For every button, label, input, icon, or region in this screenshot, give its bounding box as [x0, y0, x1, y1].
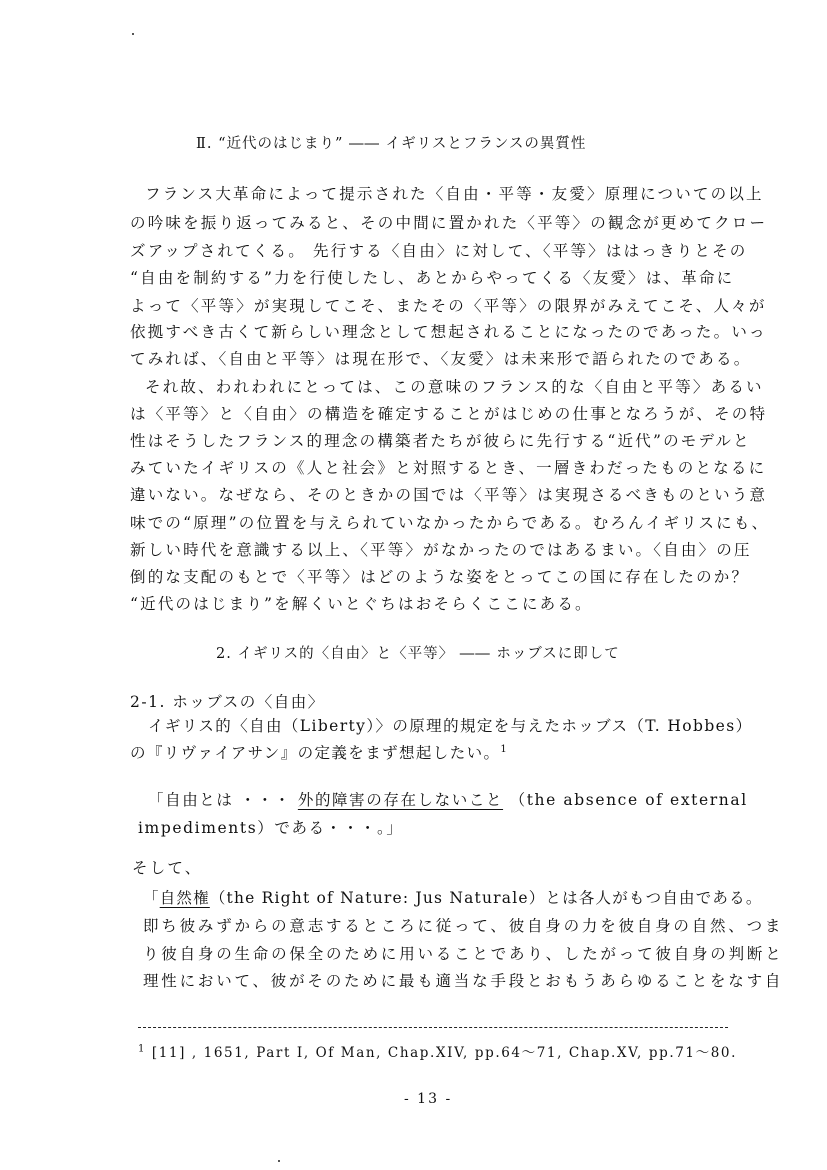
text-line: それ故、われわれにとっては、この意味のフランス的な〈自由と平等〉あるい: [145, 378, 764, 396]
quote-line: impediments）である・・・。」: [138, 819, 404, 837]
quote-text: 「: [143, 889, 160, 907]
text-line: ズアップされてくる。 先行する〈自由〉に対して、〈平等〉ははっきりとその: [130, 242, 748, 260]
text-line: てみれば、〈自由と平等〉は現在形で、〈友愛〉は未来形で語られたのである。: [130, 350, 752, 368]
text-line: 違いない。なぜなら、そのときかの国では〈平等〉は実現さるべきものという意: [130, 486, 768, 504]
subsection-heading: 2-1. ホッブスの〈自由〉: [130, 693, 325, 711]
section1-heading: Ⅱ. “近代のはじまり” ―― イギリスとフランスの異質性: [196, 136, 587, 152]
page-number: - 13 -: [404, 1091, 453, 1107]
quote-line: [148, 788, 748, 810]
quote-line: 即ち彼みずからの意志するところに従って、彼自身の力を彼自身の自然、つま: [143, 917, 784, 935]
text-line: よって〈平等〉が実現してこそ、またその〈平等〉の限界がみえてこそ、人々が: [130, 297, 767, 315]
text-line: 新しい時代を意識する以上、〈平等〉がなかったのではあるまい。〈自由〉の圧: [130, 541, 752, 559]
text-line: 倒的な支配のもとで〈平等〉はどのような姿をとってこの国に存在したのか？: [130, 568, 750, 586]
quote-line: 理性において、彼がそのために最も適当な手段とおもうあらゆることをなす自: [143, 972, 784, 990]
text-line: の吟味を振り返ってみると、その中間に置かれた〈平等〉の観念が更めてクロー: [130, 214, 768, 232]
section2-heading: 2. イギリス的〈自由〉と〈平等〉 ―― ホッブスに即して: [216, 646, 620, 662]
text-line: “近代のはじまり”を解くいとぐちはおそらくここにある。: [130, 595, 593, 613]
text-line: みていたイギリスの《人と社会》と対照するとき、一層きわだったものとなるに: [130, 459, 767, 477]
quote-text: （the absence of external: [503, 791, 748, 809]
intro-line: イギリス的〈自由（Liberty）〉の原理的規定を与えたホッブス（T. Hobbes）: [148, 717, 753, 735]
footnote-reference: 1: [500, 743, 509, 755]
underlined-phrase: 外的障害の存在しないこと: [297, 791, 504, 809]
intro-text: の『リヴァイアサン』の定義をまず想起したい。: [130, 744, 501, 762]
footnote: [138, 1041, 737, 1061]
text-line: 味での“原理”の位置を与えられていなかったからである。むろんイギリスにも、: [130, 514, 770, 532]
quote-line: [143, 886, 763, 908]
underlined-phrase: 自然権: [159, 889, 210, 907]
scan-speck: [132, 33, 134, 35]
scan-speck: [278, 1160, 280, 1162]
footnote-marker: 1: [138, 1043, 146, 1055]
text-line: 性はそうしたフランス的理念の構築者たちが彼らに先行する“近代”のモデルと: [130, 432, 751, 450]
quote-line: り彼自身の生命の保全のために用いることであり、したがって彼自身の判断と: [143, 945, 784, 963]
quote-text: （the Right of Nature: Jus Naturale）とは各人がもつ自由である。: [209, 889, 763, 907]
text-line: フランス大革命によって提示された〈自由・平等・友愛〉原理についての以上: [145, 185, 764, 203]
footnote-rule: [138, 1027, 728, 1028]
text-line: 依拠すべき古くて新らしい理念として想起されることになったのであった。いっ: [130, 323, 767, 341]
intro-line: [130, 741, 508, 763]
text-line: “自由を制約する”力を行使したし、あとからやってくる〈友愛〉は、革命に: [130, 269, 735, 287]
text-line: は〈平等〉と〈自由〉の構造を確定することがはじめの仕事となろうが、その特: [130, 405, 768, 423]
quote-text: 「自由とは ・・・: [148, 791, 298, 809]
footnote-text: [11] , 1651, Part I, Of Man, Chap.XIV, pp.64～71, Chap.XV, pp.71～80.: [151, 1045, 737, 1061]
connector-text: そして、: [132, 859, 203, 877]
